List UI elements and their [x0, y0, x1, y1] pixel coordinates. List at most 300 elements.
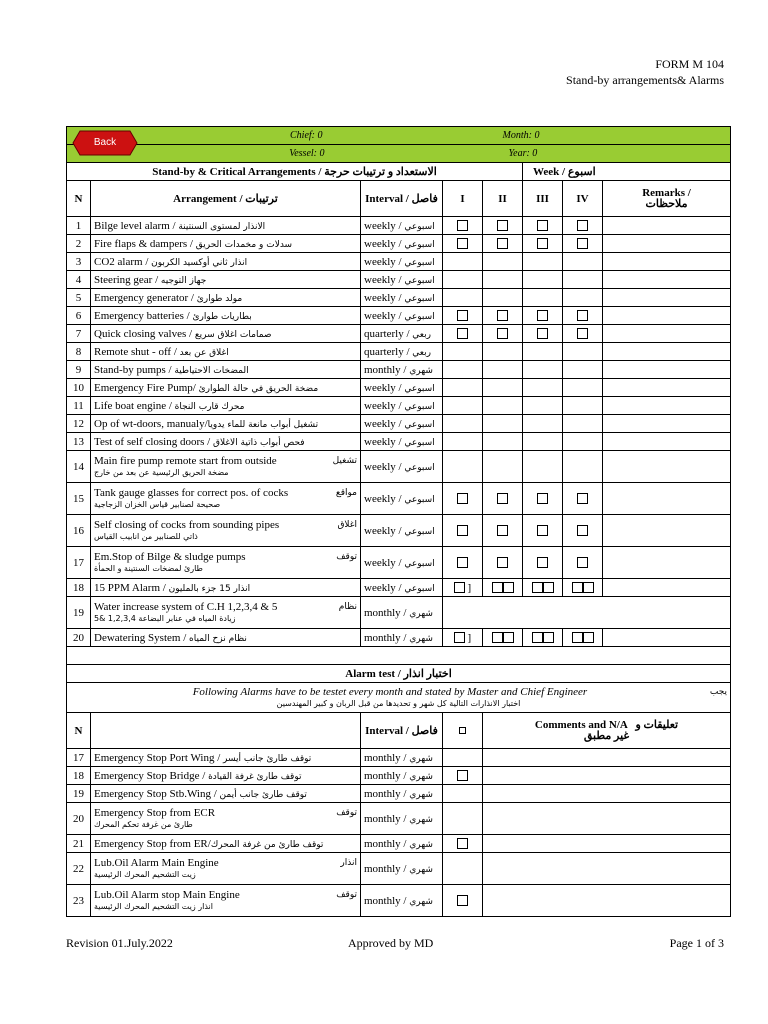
row-ar1: توقف — [336, 889, 357, 900]
row-en: Stand-by pumps / — [94, 363, 175, 376]
week-check[interactable] — [523, 325, 563, 343]
week-check[interactable] — [523, 397, 563, 415]
week-check[interactable]: ] — [443, 579, 483, 597]
interval-ar: اسبوعي — [404, 462, 435, 473]
interval-en: weekly / — [364, 219, 405, 232]
row-number: 7 — [67, 325, 91, 343]
remarks-cell[interactable] — [603, 415, 731, 433]
interval-en: weekly / — [364, 524, 405, 537]
week-check[interactable] — [443, 547, 483, 579]
week-check[interactable] — [483, 361, 523, 379]
week-check[interactable] — [563, 579, 603, 597]
row-ar2: زيادة المياه في عنابر البضاعة 1,2,3,4 &5 — [94, 613, 236, 623]
table-row — [67, 343, 731, 361]
week-check[interactable] — [483, 289, 523, 307]
comments-ar: تعليقات و — [635, 718, 679, 731]
week-check[interactable] — [523, 361, 563, 379]
row-arrangement — [91, 547, 361, 579]
row-arrangement — [91, 767, 361, 785]
row-ar1: اغلاق — [337, 519, 357, 530]
week-check[interactable] — [563, 343, 603, 361]
week-check[interactable] — [523, 253, 563, 271]
week-check[interactable] — [563, 483, 603, 515]
interval-ar: ربعي — [412, 347, 431, 358]
week-check[interactable] — [563, 253, 603, 271]
alarm-check[interactable] — [443, 785, 483, 803]
week-check[interactable] — [563, 361, 603, 379]
chief-field: Chief: 0 — [67, 127, 443, 145]
row-number: 18 — [67, 579, 91, 597]
row-en: Emergency generator / — [94, 291, 197, 304]
week-check[interactable] — [483, 433, 523, 451]
remarks-cell[interactable] — [603, 289, 731, 307]
table-row — [67, 597, 731, 629]
week-check[interactable] — [483, 629, 523, 647]
row-interval — [361, 343, 443, 361]
row-interval — [361, 547, 443, 579]
col-week-2: II — [483, 181, 523, 217]
interval-ar: شهري — [409, 608, 433, 619]
row-interval — [361, 803, 443, 835]
week-check[interactable] — [483, 217, 523, 235]
row-interval — [361, 235, 443, 253]
remarks-cell[interactable] — [603, 271, 731, 289]
row-number: 10 — [67, 379, 91, 397]
row-arrangement — [91, 361, 361, 379]
interval-en: weekly / — [364, 581, 405, 594]
week-check[interactable] — [483, 515, 523, 547]
row-interval — [361, 289, 443, 307]
interval-ar: اسبوعي — [404, 401, 435, 412]
alarm-col-check — [443, 713, 483, 749]
week-check[interactable] — [443, 217, 483, 235]
week-check[interactable] — [443, 361, 483, 379]
alarm-check[interactable] — [443, 767, 483, 785]
header-row — [67, 181, 731, 217]
week-check[interactable] — [443, 253, 483, 271]
interval-ar: شهري — [409, 839, 433, 850]
alarm-check[interactable] — [443, 835, 483, 853]
week-check[interactable] — [443, 343, 483, 361]
week-check[interactable] — [523, 515, 563, 547]
row-interval — [361, 579, 443, 597]
week-check[interactable] — [523, 547, 563, 579]
note-ar1: يجب — [709, 686, 728, 697]
form-number: FORM M 104 — [655, 57, 724, 71]
row-en: Emergency Stop Bridge / — [94, 769, 209, 782]
row-arrangement — [91, 785, 361, 803]
interval-ar: شهري — [409, 771, 433, 782]
alarm-check[interactable] — [443, 885, 483, 917]
alarm-title: Alarm test / اختبار انذار — [67, 665, 731, 683]
week-check[interactable] — [523, 483, 563, 515]
row-number: 1 — [67, 217, 91, 235]
interval-en: monthly / — [364, 751, 410, 764]
footer-revision: Revision 01.July.2022 — [66, 936, 173, 950]
remarks-cell[interactable] — [603, 547, 731, 579]
table-row — [67, 361, 731, 379]
week-check[interactable] — [523, 451, 563, 483]
week-check[interactable] — [443, 271, 483, 289]
week-check[interactable] — [443, 379, 483, 397]
remarks-cell[interactable] — [603, 397, 731, 415]
remarks-cell[interactable] — [603, 483, 731, 515]
alarm-title-row — [67, 665, 731, 683]
footer-page: Page 1 of 3 — [669, 936, 724, 950]
remarks-cell[interactable] — [603, 579, 731, 597]
week-check[interactable] — [443, 235, 483, 253]
spacer-row — [67, 647, 731, 665]
back-button-label: Back — [93, 137, 117, 148]
week-check[interactable] — [483, 483, 523, 515]
alarm-check[interactable] — [443, 803, 483, 835]
col-interval: Interval / فاصل — [361, 181, 443, 217]
week-check[interactable] — [483, 415, 523, 433]
row-number: 16 — [67, 515, 91, 547]
row-arrangement — [91, 749, 361, 767]
row-ar1: توقف — [336, 551, 357, 562]
table-row — [67, 579, 731, 597]
table-row — [67, 547, 731, 579]
interval-ar: شهري — [409, 753, 433, 764]
row-interval — [361, 433, 443, 451]
interval-en: weekly / — [364, 399, 405, 412]
row-en: Emergency Stop Stb.Wing / — [94, 787, 220, 800]
week-check[interactable] — [563, 397, 603, 415]
comments-cell[interactable] — [483, 835, 731, 853]
row-ar1: تشغيل — [332, 455, 357, 466]
standby-tall-rows — [67, 451, 731, 579]
row-interval — [361, 379, 443, 397]
row-interval — [361, 415, 443, 433]
interval-ar: اسبوعي — [404, 257, 435, 268]
remarks-cell[interactable] — [603, 515, 731, 547]
week-check[interactable] — [483, 325, 523, 343]
row-en: Lub.Oil Alarm Main Engine — [94, 856, 219, 869]
row-interval — [361, 597, 443, 629]
table-row — [67, 433, 731, 451]
week-check[interactable] — [483, 379, 523, 397]
row-number: 3 — [67, 253, 91, 271]
row-ar: فحص أبواب ذاتية الاغلاق — [213, 437, 305, 448]
row-en: Remote shut - off / — [94, 345, 180, 358]
week-check[interactable] — [563, 379, 603, 397]
week-check[interactable] — [483, 253, 523, 271]
row-ar1: نظام — [338, 601, 357, 612]
comments-cell[interactable] — [483, 749, 731, 767]
year-field: Year: 0 — [443, 145, 731, 163]
row-en: Bilge level alarm / — [94, 219, 179, 232]
row-interval — [361, 629, 443, 647]
alarm-note-row — [67, 683, 731, 713]
interval-ar: اسبوعي — [404, 419, 435, 430]
week-check[interactable] — [483, 397, 523, 415]
interval-en: weekly / — [364, 237, 405, 250]
row-interval — [361, 361, 443, 379]
section-title: Stand-by & Critical Arrangements / الاستعداد و ترتيبات حرجة — [67, 163, 523, 181]
interval-en: monthly / — [364, 769, 410, 782]
row-en: Emergency batteries / — [94, 309, 193, 322]
alarm-header-row — [67, 713, 731, 749]
row-ar: الانذار لمستوى السنتينة — [178, 221, 266, 232]
week-check[interactable]: ] — [443, 629, 483, 647]
week-check[interactable] — [523, 579, 563, 597]
interval-en: weekly / — [364, 255, 405, 268]
week-check[interactable] — [483, 235, 523, 253]
row-en: Main fire pump remote start from outside — [94, 454, 277, 467]
alarm-note — [67, 683, 731, 713]
week-check[interactable] — [563, 415, 603, 433]
row-number: 4 — [67, 271, 91, 289]
comments-ar2: غير مطبق — [583, 729, 630, 742]
week-check[interactable] — [483, 451, 523, 483]
row-ar2: انذار زيت التشحيم المحرك الرئيسية — [94, 901, 213, 911]
week-check[interactable] — [483, 547, 523, 579]
week-check[interactable] — [523, 433, 563, 451]
row-ar: توقف طارئ جانب أيمن — [219, 789, 307, 800]
week-check[interactable] — [563, 217, 603, 235]
interval-en: monthly / — [364, 363, 410, 376]
remarks-cell[interactable] — [603, 629, 731, 647]
week-check[interactable] — [443, 433, 483, 451]
row-ar: بطاريات طوارئ — [192, 311, 252, 322]
comments-en: Comments and N/A — [534, 718, 628, 731]
back-button[interactable] — [72, 130, 138, 156]
week-check[interactable] — [483, 307, 523, 325]
row-arrangement — [91, 235, 361, 253]
week-check[interactable] — [523, 629, 563, 647]
row-ar2: صحيحة لصنابير قياس الخزان الزجاجية — [94, 499, 221, 509]
table-row — [67, 415, 731, 433]
interval-en: monthly / — [364, 631, 410, 644]
row-arrangement — [91, 271, 361, 289]
row-arrangement — [91, 253, 361, 271]
row-ar: جهاز التوجيه — [160, 275, 207, 286]
remarks-cell[interactable] — [603, 379, 731, 397]
row-interval — [361, 397, 443, 415]
row-ar2: مضخة الحريق الرئيسية عن بعد من خارج — [94, 467, 229, 477]
table-row — [67, 379, 731, 397]
interval-ar: اسبوعي — [404, 437, 435, 448]
interval-en: weekly / — [364, 435, 405, 448]
col-week-1: I — [443, 181, 483, 217]
comments-cell[interactable] — [483, 803, 731, 835]
week-check[interactable] — [443, 397, 483, 415]
row-ar2: ذاتي للصنابير من انابيب القياس — [94, 531, 198, 541]
row-ar: توقف طارئ غرفة القيادة — [208, 771, 302, 782]
row-arrangement — [91, 853, 361, 885]
row-en: Op of wt-doors, manualy/ — [94, 417, 208, 430]
week-check[interactable] — [563, 433, 603, 451]
row-en: Self closing of cocks from sounding pipes — [94, 518, 280, 531]
week-check[interactable] — [443, 515, 483, 547]
alarm-check[interactable] — [443, 749, 483, 767]
week-check[interactable] — [443, 415, 483, 433]
week-check[interactable] — [443, 483, 483, 515]
standby-table — [66, 126, 731, 917]
remarks-cell[interactable] — [603, 361, 731, 379]
table-row — [67, 397, 731, 415]
row-en: 15 PPM Alarm / — [94, 581, 169, 594]
row-ar2: زيت التشحيم المحرك الرئيسية — [94, 869, 196, 879]
interval-ar: شهري — [409, 789, 433, 800]
interval-ar: اسبوعي — [404, 526, 435, 537]
week-check[interactable] — [563, 629, 603, 647]
table-row — [67, 235, 731, 253]
week-check[interactable] — [523, 235, 563, 253]
section-title-row — [67, 163, 731, 181]
alarm-check[interactable] — [443, 853, 483, 885]
row-interval — [361, 853, 443, 885]
table-row — [67, 803, 731, 835]
row-arrangement — [91, 515, 361, 547]
week-check[interactable] — [523, 307, 563, 325]
week-check[interactable] — [563, 235, 603, 253]
remarks-cell[interactable] — [603, 433, 731, 451]
row-number: 21 — [67, 835, 91, 853]
week-check[interactable] — [563, 547, 603, 579]
row-interval — [361, 271, 443, 289]
row-ar1: انذار — [340, 857, 357, 868]
row-interval — [361, 217, 443, 235]
remarks-en: Remarks / — [642, 186, 691, 199]
row-ar: مولد طوارئ — [196, 293, 243, 304]
week-check[interactable] — [443, 451, 483, 483]
week-check[interactable] — [523, 379, 563, 397]
row-ar: انذار ثاني أوكسيد الكربون — [151, 257, 248, 268]
week-check[interactable] — [523, 271, 563, 289]
col-week-4: IV — [563, 181, 603, 217]
row-number: 6 — [67, 307, 91, 325]
row-interval — [361, 767, 443, 785]
row-number: 8 — [67, 343, 91, 361]
week-check[interactable] — [483, 579, 523, 597]
table-row — [67, 835, 731, 853]
row-ar: مضخة الحريق في حالة الطوارئ — [198, 383, 319, 394]
row-arrangement — [91, 325, 361, 343]
remarks-cell[interactable] — [603, 343, 731, 361]
row-number: 11 — [67, 397, 91, 415]
interval-en: monthly / — [364, 894, 410, 907]
week-check[interactable] — [483, 343, 523, 361]
remarks-cell[interactable] — [603, 451, 731, 483]
interval-en: monthly / — [364, 837, 410, 850]
interval-ar: شهري — [409, 896, 433, 907]
remarks-cell[interactable] — [603, 307, 731, 325]
row-interval — [361, 749, 443, 767]
row-ar: نظام نزح المياه — [189, 633, 247, 644]
week-check[interactable] — [523, 217, 563, 235]
row-en: Fire flaps & dampers / — [94, 237, 196, 250]
row-arrangement — [91, 597, 361, 629]
row-en: Emergency Stop from ER/ — [94, 837, 211, 850]
row-arrangement — [91, 343, 361, 361]
remarks-cell[interactable] — [603, 235, 731, 253]
interval-en: monthly / — [364, 606, 410, 619]
interval-en: weekly / — [364, 309, 405, 322]
interval-en: monthly / — [364, 812, 410, 825]
interval-ar: اسبوعي — [404, 275, 435, 286]
week-check[interactable] — [563, 515, 603, 547]
remarks-cell[interactable] — [603, 253, 731, 271]
row-en: Dewatering System / — [94, 631, 190, 644]
comments-cell[interactable] — [483, 767, 731, 785]
row-interval — [361, 835, 443, 853]
week-check[interactable] — [523, 415, 563, 433]
row-number: 13 — [67, 433, 91, 451]
row-number: 5 — [67, 289, 91, 307]
row-en: Life boat engine / — [94, 399, 175, 412]
row-en: Test of self closing doors / — [94, 435, 213, 448]
remarks-cell[interactable] — [603, 325, 731, 343]
row-en: CO2 alarm / — [94, 255, 152, 268]
interval-en: weekly / — [364, 492, 405, 505]
week-check[interactable] — [443, 307, 483, 325]
row-interval — [361, 483, 443, 515]
week-check[interactable] — [523, 289, 563, 307]
row-en: Water increase system of C.H 1,2,3,4 & 5 — [94, 600, 278, 613]
week-check[interactable] — [443, 325, 483, 343]
row-ar: سدلات و مخمدات الحريق — [195, 239, 293, 250]
interval-ar: ربعي — [412, 329, 431, 340]
row-number: 23 — [67, 885, 91, 917]
interval-ar: شهري — [409, 814, 433, 825]
week-check[interactable] — [443, 289, 483, 307]
week-check[interactable] — [563, 289, 603, 307]
row-interval — [361, 785, 443, 803]
remarks-cell[interactable] — [603, 217, 731, 235]
week-check[interactable] — [563, 325, 603, 343]
row-en: Emergency Stop from ECR — [94, 806, 216, 819]
row-ar: انذار 15 جزء بالمليون — [168, 583, 251, 594]
form-subtitle: Stand-by arrangements& Alarms — [566, 73, 724, 87]
table-row — [67, 451, 731, 483]
remarks-ar: ملاحظات — [645, 197, 688, 210]
comments-cell[interactable] — [483, 853, 731, 885]
row-ar2: طارئ لمضخات السنتينة و الحمأة — [94, 563, 203, 573]
remarks-cell[interactable] — [603, 597, 731, 629]
row-arrangement — [91, 217, 361, 235]
interval-ar: شهري — [409, 864, 433, 875]
week-check[interactable] — [563, 271, 603, 289]
interval-en: weekly / — [364, 460, 405, 473]
table-row — [67, 325, 731, 343]
week-check[interactable] — [483, 271, 523, 289]
row-number: 2 — [67, 235, 91, 253]
interval-ar: اسبوعي — [404, 311, 435, 322]
row-ar: اغلاق عن بعد — [179, 347, 229, 358]
row-arrangement — [91, 803, 361, 835]
interval-ar: شهري — [409, 365, 433, 376]
week-check[interactable] — [523, 343, 563, 361]
row-en: Em.Stop of Bilge & sludge pumps — [94, 550, 246, 563]
row-arrangement — [91, 629, 361, 647]
interval-ar: اسبوعي — [404, 383, 435, 394]
vessel-field: Vessel: 0 — [67, 145, 443, 163]
row-arrangement — [91, 289, 361, 307]
row-number: 12 — [67, 415, 91, 433]
week-check[interactable] — [563, 307, 603, 325]
row-en: Emergency Stop Port Wing / — [94, 751, 224, 764]
week-check[interactable] — [563, 451, 603, 483]
table-row — [67, 767, 731, 785]
alarm-rows — [67, 749, 731, 803]
interval-en: quarterly / — [364, 327, 413, 340]
comments-cell[interactable] — [483, 785, 731, 803]
interval-ar: اسبوعي — [404, 293, 435, 304]
interval-ar: اسبوعي — [404, 494, 435, 505]
comments-cell[interactable] — [483, 885, 731, 917]
